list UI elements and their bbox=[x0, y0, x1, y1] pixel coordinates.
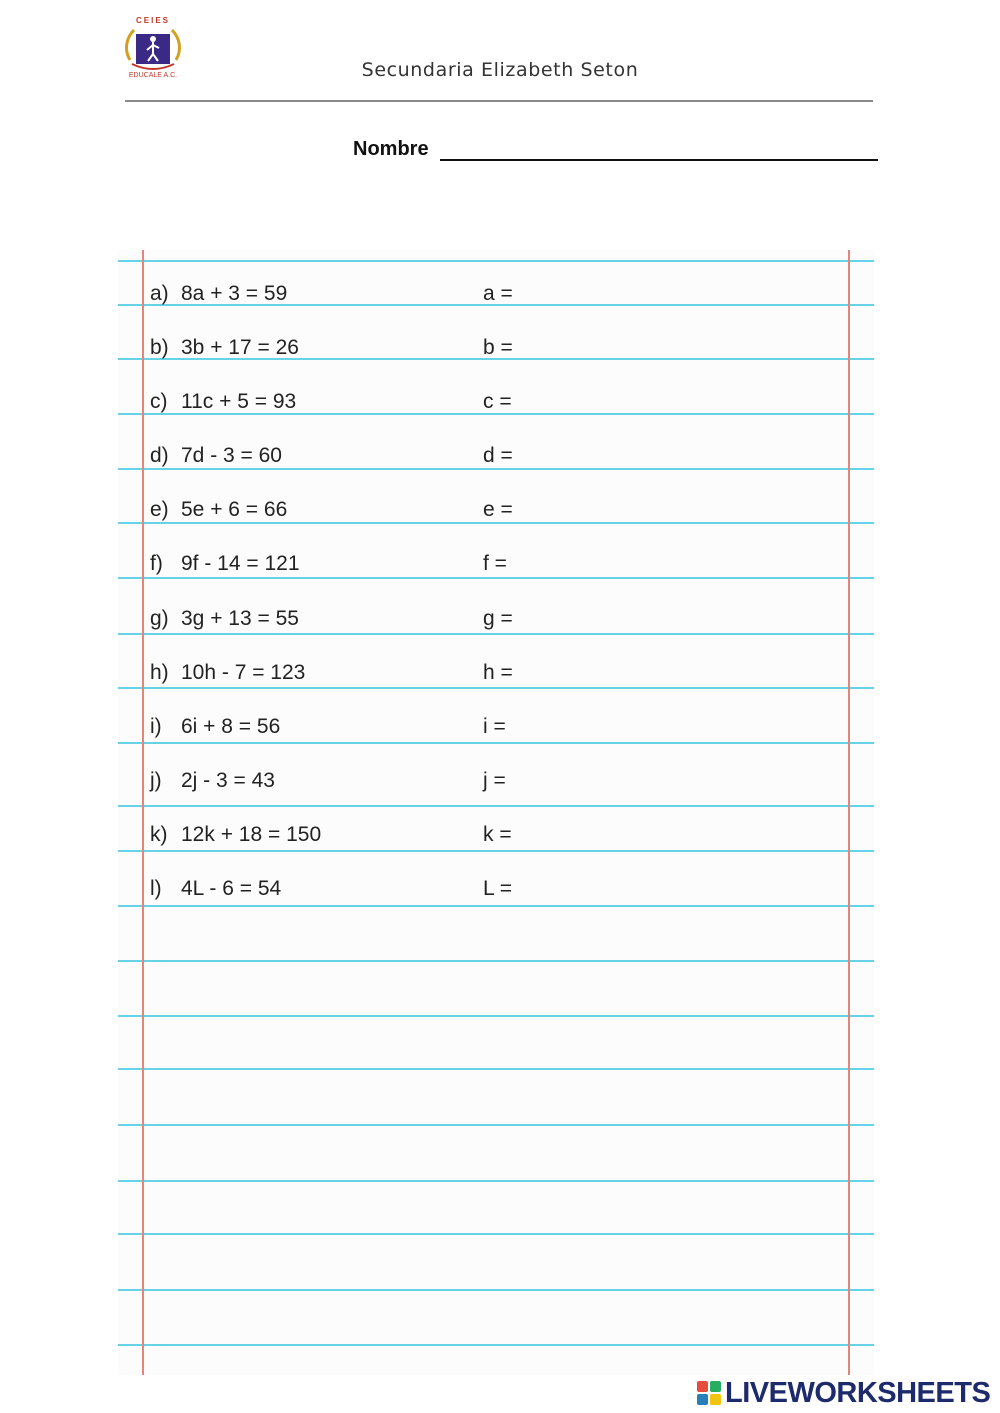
exercise-equation bbox=[150, 498, 460, 522]
exercise-letter: b) bbox=[150, 336, 169, 359]
answer-label: h = bbox=[483, 661, 513, 684]
logo-text-top: CEIES bbox=[135, 16, 170, 25]
equation-text: 8a + 3 = 59 bbox=[181, 282, 288, 305]
exercise-letter: k) bbox=[150, 823, 168, 846]
exercise-letter: i) bbox=[150, 715, 162, 738]
exercise-equation bbox=[150, 336, 460, 360]
answer-label: g = bbox=[483, 607, 513, 630]
answer-label: f = bbox=[483, 552, 507, 575]
equation-text: 3b + 17 = 26 bbox=[181, 336, 299, 359]
ruled-line bbox=[118, 805, 874, 807]
equation-text: 10h - 7 = 123 bbox=[181, 661, 306, 684]
answer-input[interactable] bbox=[532, 387, 832, 417]
answer-input[interactable] bbox=[532, 333, 832, 363]
exercise-letter: f) bbox=[150, 552, 163, 575]
equation-text: 7d - 3 = 60 bbox=[181, 444, 282, 467]
equation-text: 11c + 5 = 93 bbox=[181, 390, 297, 413]
answer-input[interactable] bbox=[532, 495, 832, 525]
answer-label: L = bbox=[483, 877, 512, 900]
answer-label: j = bbox=[483, 769, 506, 792]
exercise-letter: g) bbox=[150, 607, 169, 630]
exercise-letter: j) bbox=[150, 769, 162, 792]
exercise-letter: c) bbox=[150, 390, 168, 413]
equation-text: 2j - 3 = 43 bbox=[181, 769, 275, 792]
answer-input[interactable] bbox=[532, 604, 832, 634]
ruled-line bbox=[118, 1344, 874, 1346]
equation-text: 3g + 13 = 55 bbox=[181, 607, 299, 630]
exercise-equation bbox=[150, 769, 460, 793]
exercise-equation bbox=[150, 444, 460, 468]
liveworksheets-icon bbox=[697, 1381, 721, 1405]
logo-text-bottom: EDUCALE A.C. bbox=[128, 72, 178, 79]
answer-input[interactable] bbox=[532, 874, 832, 904]
exercise-equation bbox=[150, 661, 460, 685]
name-input-line[interactable] bbox=[440, 159, 878, 161]
exercise-equation bbox=[150, 552, 460, 576]
ruled-line bbox=[118, 1015, 874, 1017]
school-name: Secundaria Elizabeth Seton bbox=[361, 59, 639, 81]
exercise-equation bbox=[150, 823, 460, 847]
ruled-line bbox=[118, 850, 874, 852]
left-margin-line bbox=[142, 250, 144, 1375]
ruled-line bbox=[118, 260, 874, 262]
liveworksheets-logo bbox=[697, 1376, 990, 1410]
ruled-line bbox=[118, 1289, 874, 1291]
answer-input[interactable] bbox=[532, 441, 832, 471]
answer-label: c = bbox=[483, 390, 512, 413]
equation-text: 9f - 14 = 121 bbox=[181, 552, 300, 575]
answer-label: d = bbox=[483, 444, 513, 467]
answer-label: k = bbox=[483, 823, 512, 846]
exercise-letter: a) bbox=[150, 282, 169, 305]
exercise-letter: e) bbox=[150, 498, 169, 521]
ruled-line bbox=[118, 1180, 874, 1182]
answer-input[interactable] bbox=[532, 549, 832, 579]
ruled-line bbox=[118, 1068, 874, 1070]
right-margin-line bbox=[848, 250, 850, 1375]
ruled-paper bbox=[118, 250, 874, 1375]
equation-text: 4L - 6 = 54 bbox=[181, 877, 282, 900]
equation-text: 6i + 8 = 56 bbox=[181, 715, 281, 738]
answer-label: a = bbox=[483, 282, 513, 305]
exercise-letter: d) bbox=[150, 444, 169, 467]
exercise-equation bbox=[150, 607, 460, 631]
exercise-letter: l) bbox=[150, 877, 162, 900]
ruled-line bbox=[118, 1233, 874, 1235]
exercise-equation bbox=[150, 715, 460, 739]
answer-input[interactable] bbox=[532, 766, 832, 796]
exercise-equation bbox=[150, 877, 460, 901]
ruled-line bbox=[118, 1124, 874, 1126]
answer-input[interactable] bbox=[532, 658, 832, 688]
answer-input[interactable] bbox=[532, 712, 832, 742]
exercise-letter: h) bbox=[150, 661, 169, 684]
exercise-equation bbox=[150, 390, 460, 414]
answer-input[interactable] bbox=[532, 279, 832, 309]
equation-text: 5e + 6 = 66 bbox=[181, 498, 288, 521]
header-divider bbox=[125, 100, 873, 102]
exercise-equation bbox=[150, 282, 460, 306]
ruled-line bbox=[118, 905, 874, 907]
ruled-line bbox=[118, 742, 874, 744]
answer-label: e = bbox=[483, 498, 513, 521]
liveworksheets-wordmark: LIVEWORKSHEETS bbox=[725, 1376, 991, 1409]
answer-label: i = bbox=[483, 715, 506, 738]
name-label: Nombre bbox=[353, 138, 429, 160]
answer-label: b = bbox=[483, 336, 513, 359]
equation-text: 12k + 18 = 150 bbox=[181, 823, 322, 846]
ruled-line bbox=[118, 960, 874, 962]
answer-input[interactable] bbox=[532, 820, 832, 850]
